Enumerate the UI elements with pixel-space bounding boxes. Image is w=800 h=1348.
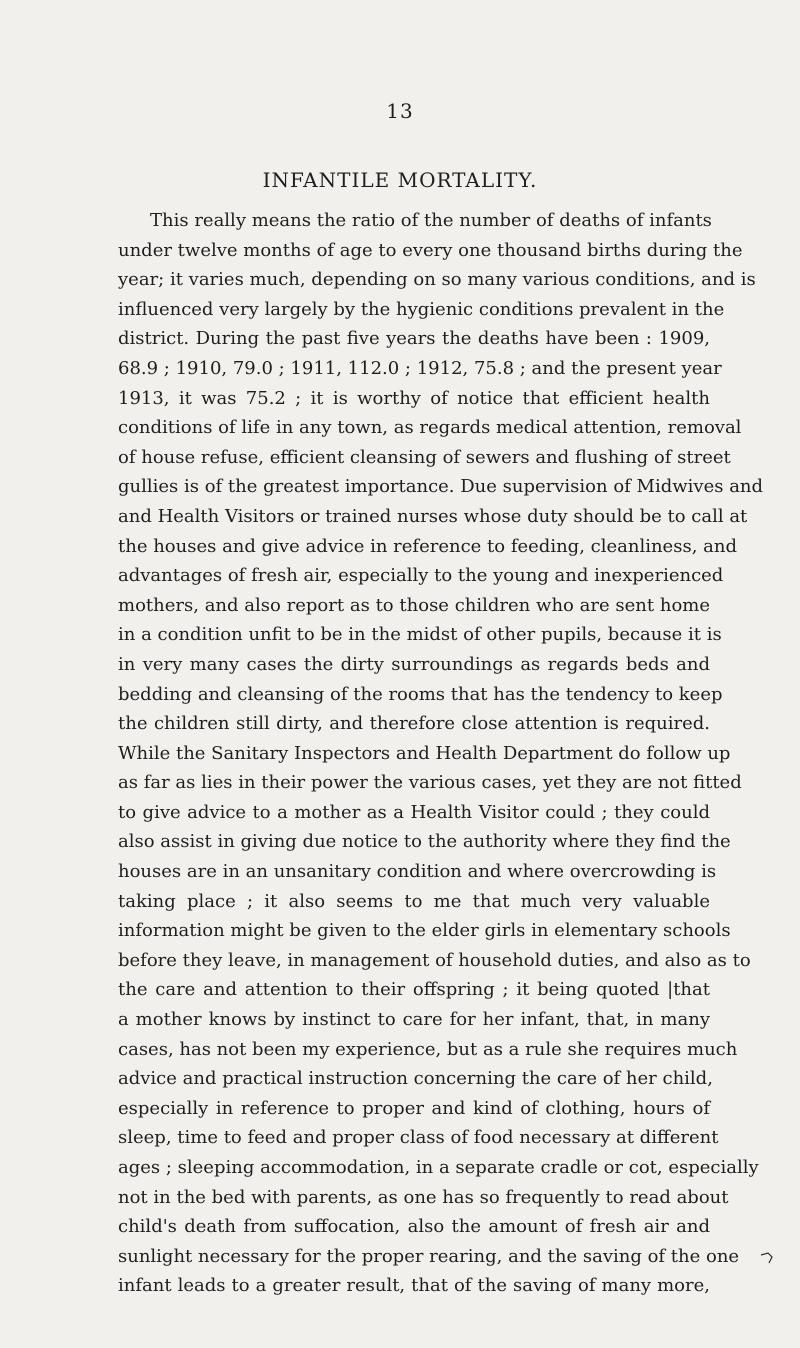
text-line: district. During the past five years the deaths have been : 1909, <box>118 328 710 350</box>
text-line: sunlight necessary for the proper rearing, and the saving of the one <box>118 1245 740 1267</box>
text-line: taking place ; it also seems to me that much very valuable <box>118 890 710 912</box>
text-line: of house refuse, efficient cleansing of sewers and flushing of street <box>118 446 731 468</box>
text-line: mothers, and also report as to those children who are sent home <box>118 594 710 616</box>
text-line: not in the bed with parents, as one has so frequently to read about <box>118 1186 729 1208</box>
text-line: gullies is of the greatest importance. Due supervision of Midwives and <box>118 476 764 498</box>
text-line: advice and practical instruction concerning the care of her child, <box>118 1068 713 1090</box>
text-line: advantages of fresh air, especially to the young and inexperienced <box>118 565 724 587</box>
text-line: 1913, it was 75.2 ; it is worthy of notice that efficient health <box>118 387 710 409</box>
text-line: to give advice to a mother as a Health Visitor could ; they could <box>118 801 710 823</box>
text-line: as far as lies in their power the various cases, yet they are not fitted <box>118 772 742 794</box>
text-line: While the Sanitary Inspectors and Health Department do follow up <box>118 742 731 764</box>
text-line: the care and attention to their offspring ; it being quoted |that <box>118 979 710 1001</box>
text-line: especially in reference to proper and kind of clothing, hours of <box>118 1097 710 1119</box>
text-line: ages ; sleeping accommodation, in a separate cradle or cot, especially <box>118 1157 759 1178</box>
text-line: under twelve months of age to every one thousand births during the <box>118 239 743 261</box>
text-line: before they leave, in management of household duties, and also as to <box>118 949 751 971</box>
text-line: 68.9 ; 1910, 79.0 ; 1911, 112.0 ; 1912, 75.8 ; and the present year <box>118 357 722 379</box>
text-line: information might be given to the elder girls in elementary schools <box>118 920 731 942</box>
text-line: conditions of life in any town, as regards medical attention, removal <box>118 417 742 439</box>
text-line: influenced very largely by the hygienic conditions prevalent in the <box>118 298 725 320</box>
text-line: cases, has not been my experience, but as a rule she requires much <box>118 1038 738 1060</box>
text-line: the houses and give advice in reference to feeding, cleanliness, and <box>118 535 737 557</box>
text-line: in a condition unfit to be in the midst of other pupils, because it is <box>118 624 722 646</box>
text-line: infant leads to a greater result, that of the saving of many more, <box>118 1275 710 1297</box>
text-line: in very many cases the dirty surroundings as regards beds and <box>118 653 710 675</box>
text-line: also assist in giving due notice to the authority where they find the <box>118 831 731 853</box>
text-line: a mother knows by instinct to care for her infant, that, in many <box>118 1009 710 1031</box>
body-paragraph <box>118 206 764 1301</box>
text-line: the children still dirty, and therefore close attention is required. <box>118 713 710 735</box>
text-line: This really means the ratio of the number of deaths of infants <box>150 210 712 231</box>
text-line: child's death from suffocation, also the amount of fresh air and <box>118 1216 710 1238</box>
scan-mark-icon <box>760 1252 774 1264</box>
text-line: year; it varies much, depending on so many various conditions, and is <box>118 269 756 291</box>
section-heading: INFANTILE MORTALITY. <box>262 168 538 192</box>
text-line: and Health Visitors or trained nurses whose duty should be to call at <box>118 505 748 527</box>
text-line: houses are in an unsanitary condition and where overcrowding is <box>118 861 717 883</box>
text-line: bedding and cleansing of the rooms that has the tendency to keep <box>118 683 723 705</box>
text-line: sleep, time to feed and proper class of food necessary at different <box>118 1127 719 1149</box>
page-number: 13 <box>386 99 414 123</box>
